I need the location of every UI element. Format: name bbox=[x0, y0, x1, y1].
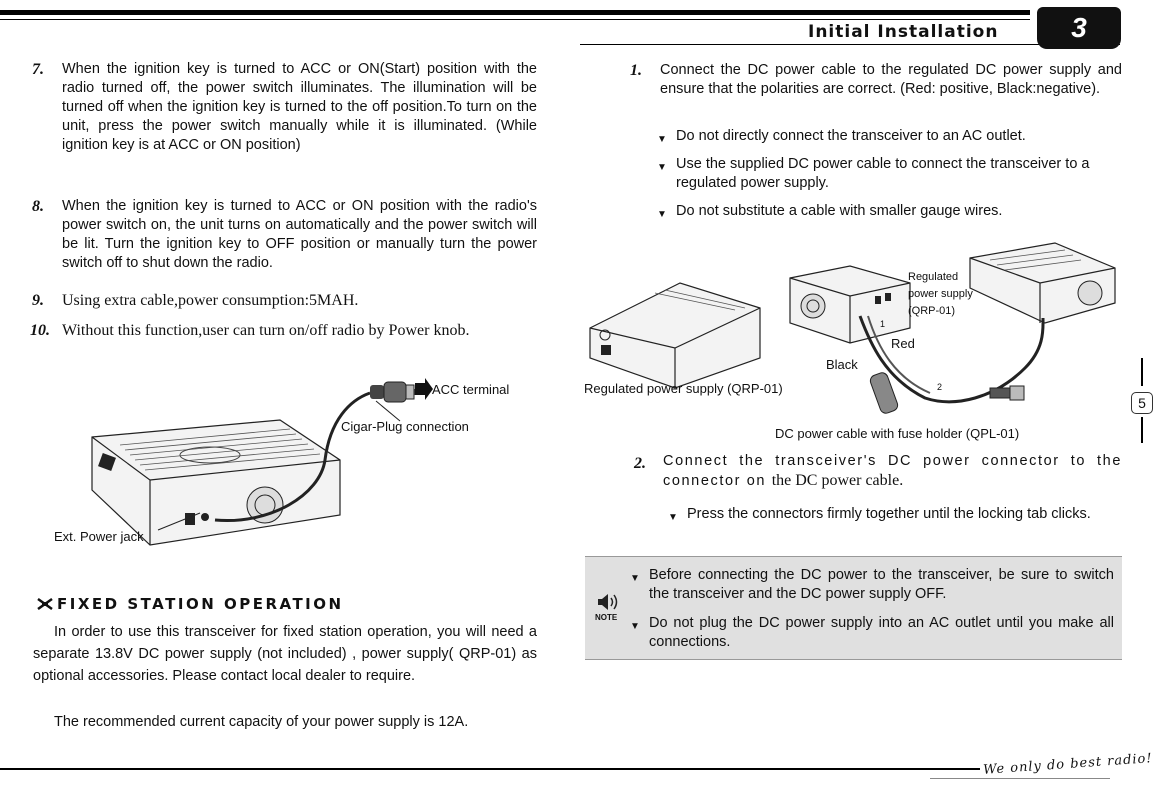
step-text-2-b: the DC power cable. bbox=[771, 472, 904, 489]
bullet-triangle-icon: ▼ bbox=[657, 162, 667, 173]
regulated-supply-small-line-1: Regulated bbox=[908, 271, 959, 283]
item-text-8: When the ignition key is turned to ACC or ON position with the radio's power switch on, the unit turns on automatically and the power switch will be lit. Turn the ignition key to OFF position or manually turn the power switch off to shut down the radio. bbox=[62, 198, 537, 271]
acc-terminal-label: ACC terminal bbox=[432, 382, 510, 397]
marker-2: 2 bbox=[937, 382, 943, 392]
section-marker-icon bbox=[37, 598, 53, 610]
regulated-supply-label: Regulated power supply (QRP-01) bbox=[584, 381, 783, 396]
header-rule-thick bbox=[0, 10, 1030, 15]
chapter-tab: 3 bbox=[1037, 7, 1121, 49]
item-text-9: Using extra cable,power consumption:5MAH. bbox=[62, 292, 359, 309]
page-number-rule-top bbox=[1141, 358, 1143, 386]
bullet-triangle-icon: ▼ bbox=[657, 209, 667, 220]
bullet-triangle-icon: ▼ bbox=[630, 621, 640, 632]
page-number: 5 bbox=[1131, 392, 1153, 414]
step-number-1: 1. bbox=[630, 62, 642, 79]
item-number-9: 9. bbox=[32, 292, 44, 309]
item-number-7: 7. bbox=[32, 61, 44, 78]
black-wire-label: Black bbox=[826, 357, 858, 372]
regulated-supply-small-line-2: power supply bbox=[908, 288, 973, 300]
section-paragraph-1: In order to use this transceiver for fixed station operation, you will need a separate 13.8V DC power supply (not included) , power supply( QRP-01) as optional accessories. Please contact local dealer to require. bbox=[33, 624, 537, 684]
note-bullet-2-text: Do not plug the DC power supply into an AC outlet until you make all connections. bbox=[649, 615, 1114, 650]
note-label: NOTE bbox=[595, 613, 618, 622]
red-wire-label: Red bbox=[891, 336, 915, 351]
bullet-triangle-icon: ▼ bbox=[630, 573, 640, 584]
footer-rule-accent bbox=[930, 778, 1110, 779]
footer-rule bbox=[0, 768, 980, 770]
item-number-8: 8. bbox=[32, 198, 44, 215]
step2-bullet-text: Press the connectors firmly together until the locking tab clicks. bbox=[687, 506, 1091, 522]
dc-cable-label: DC power cable with fuse holder (QPL-01) bbox=[775, 426, 1020, 441]
step-text-2-a: Connect the transceiver's DC power connector to the connector on bbox=[663, 453, 1122, 489]
marker-1: 1 bbox=[880, 319, 886, 329]
header-rule-thin bbox=[0, 19, 1030, 20]
bullet-triangle-icon: ▼ bbox=[668, 512, 678, 523]
speaker-icon bbox=[596, 593, 620, 611]
step1-bullet-3-text: Do not substitute a cable with smaller gauge wires. bbox=[676, 203, 1003, 219]
section-title: FIXED STATION OPERATION bbox=[57, 595, 344, 613]
note-bullet-1 bbox=[630, 566, 1114, 604]
step1-bullet-3 bbox=[657, 202, 1122, 221]
note-bullet-2 bbox=[630, 614, 1114, 652]
step1-bullet-2-text: Use the supplied DC power cable to connect the transceiver to a regulated power supply. bbox=[676, 156, 1090, 191]
step2-bullet bbox=[668, 505, 1122, 524]
regulated-supply-small-line-3: (QRP-01) bbox=[908, 305, 956, 317]
step1-bullet-1 bbox=[657, 127, 1122, 146]
step-number-2: 2. bbox=[634, 455, 646, 472]
note-box bbox=[585, 556, 1122, 660]
item-text-10: Without this function,user can turn on/off radio by Power knob. bbox=[62, 322, 470, 339]
section-paragraph-2: The recommended current capacity of your power supply is 12A. bbox=[54, 714, 469, 730]
item-text-7: When the ignition key is turned to ACC or ON(Start) position with the radio turned off, the power switch illuminates. The illumination will be turned off when the ignition key is turned to the off position.To turn on the unit, press the power switch manually while it is illuminated. (While ignition key is at ACC or ON position) bbox=[62, 61, 537, 153]
footer-slogan: We only do best radio! bbox=[982, 751, 1154, 778]
page-title: Initial Installation bbox=[808, 22, 999, 42]
power-supply-diagram bbox=[585, 238, 1125, 428]
step1-bullet-2 bbox=[657, 155, 1122, 193]
note-bullet-1-text: Before connecting the DC power to the transceiver, be sure to switch the transceiver and the DC power supply OFF. bbox=[649, 567, 1114, 602]
step-text-1: Connect the DC power cable to the regulated DC power supply and ensure that the polarities are correct. (Red: positive, Black:negative). bbox=[660, 62, 1122, 97]
bullet-triangle-icon: ▼ bbox=[657, 134, 667, 145]
page-number-rule-bottom bbox=[1141, 417, 1143, 443]
step-text-2 bbox=[663, 452, 1122, 491]
cigar-plug-label: Cigar-Plug connection bbox=[341, 419, 469, 434]
step1-bullet-1-text: Do not directly connect the transceiver to an AC outlet. bbox=[676, 128, 1026, 144]
item-number-10: 10. bbox=[30, 322, 50, 339]
ext-power-jack-label: Ext. Power jack bbox=[54, 529, 144, 544]
